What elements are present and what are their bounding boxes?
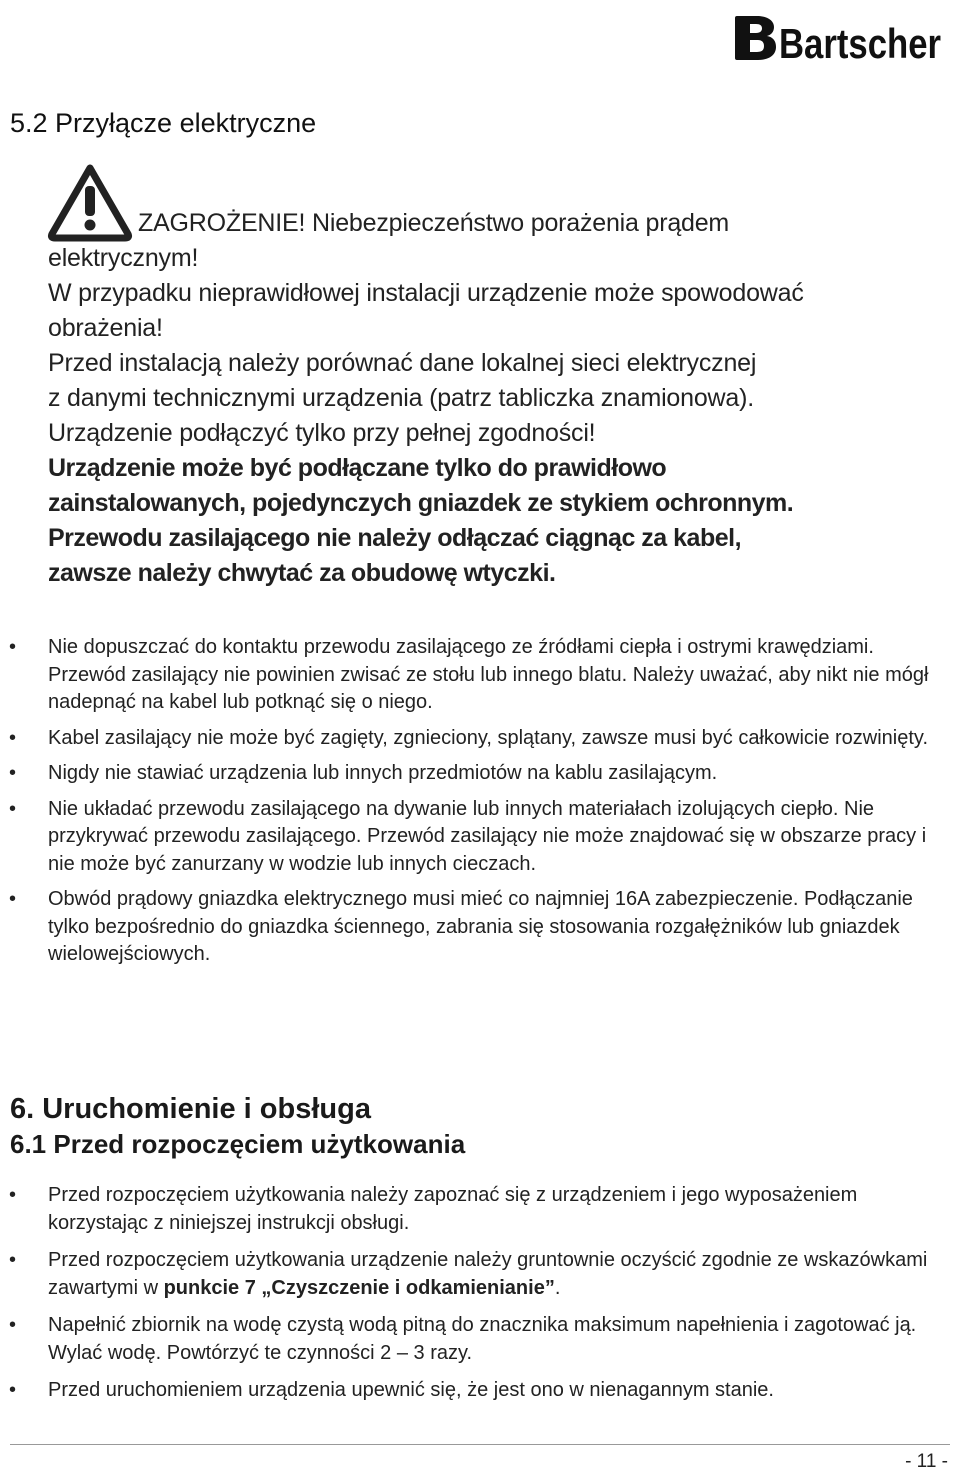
warning-line: zawsze należy chwytać za obudowę wtyczki. <box>48 559 556 587</box>
warning-line: z danymi technicznymi urządzenia (patrz tabliczka znamionowa). <box>48 384 754 412</box>
cross-reference: punkcie 7 „Czyszczenie i odkamienianie” <box>163 1276 555 1299</box>
list-item: • Przed rozpoczęciem użytkowania należy zapoznać się z urządzeniem i jego wyposażeniem korzystając z niniejszej instrukcji obsługi. <box>0 1182 960 1237</box>
list-item: • Nie dopuszczać do kontaktu przewodu zasilającego ze źródłami ciepła i ostrymi krawędziami. Przewód zasilający nie powinien zwisać ze stołu lub innego blatu. Należy uważać, aby nikt nie mógł nadepnąć na kabel lub potknąć się o niego. <box>0 634 960 717</box>
list-item: • Nie układać przewodu zasilającego na dywanie lub innych materiałach izolujących ciepło. Nie przykrywać przewodu zasilającego. Przewód zasilający nie może znajdować się w obszarze pracy i nie może być zanurzany w wodzie lub innych cieczach. <box>0 796 960 879</box>
list-item: • Przed uruchomieniem urządzenia upewnić się, że jest ono w nienagannym stanie. <box>0 1377 960 1405</box>
warning-block <box>48 160 953 591</box>
list-item: • Nigdy nie stawiać urządzenia lub innych przedmiotów na kablu zasilającym. <box>0 760 960 788</box>
section-title-5-2: 5.2 Przyłącze elektryczne <box>10 108 317 138</box>
list-item-text: . <box>554 1276 561 1299</box>
section-title-6: 6. Uruchomienie i obsługa <box>10 1093 371 1125</box>
warning-line: Urządzenie podłączyć tylko przy pełnej zgodności! <box>48 419 596 447</box>
warning-line: W przypadku nieprawidłowej instalacji urządzenie może spowodować <box>48 279 804 307</box>
warning-line: elektrycznym! <box>48 244 199 272</box>
electrical-safety-list <box>0 634 960 977</box>
svg-text:Bartscher: Bartscher <box>779 20 941 67</box>
warning-line: Urządzenie może być podłączane tylko do prawidłowo <box>48 454 667 482</box>
list-item <box>0 1247 960 1302</box>
footer-divider <box>10 1444 950 1445</box>
list-item: • Napełnić zbiornik na wodę czystą wodą pitną do znacznika maksimum napełnienia i zagotować ją. Wylać wodę. Powtórzyć te czynności 2 – 3 razy. <box>0 1312 960 1367</box>
warning-line: ZAGROŻENIE! Niebezpieczeństwo porażenia prądem <box>138 209 730 237</box>
warning-line: Przewodu zasilającego nie należy odłączać ciągnąc za kabel, <box>48 524 742 552</box>
section-title-6-1: 6.1 Przed rozpoczęciem użytkowania <box>10 1129 466 1159</box>
warning-line: obrażenia! <box>48 314 163 342</box>
bartscher-logo <box>731 10 946 70</box>
before-use-list <box>0 1182 960 1415</box>
list-item-text: Przed rozpoczęciem użytkowania urządzenie należy gruntownie oczyścić zgodnie ze wskazówkami zawartymi w <box>48 1249 928 1299</box>
list-item: • Kabel zasilający nie może być zagięty, zgnieciony, splątany, zawsze musi być całkowicie rozwinięty. <box>0 725 960 753</box>
page-number: - 11 - <box>905 1451 948 1472</box>
warning-line: zainstalowanych, pojedynczych gniazdek ze stykiem ochronnym. <box>48 489 794 517</box>
warning-line: Przed instalacją należy porównać dane lokalnej sieci elektrycznej <box>48 349 757 377</box>
list-item: • Obwód prądowy gniazdka elektrycznego musi mieć co najmniej 16A zabezpieczenie. Podłączanie tylko bezpośrednio do gniazdka ściennego, zabrania się stosowania rozgałężników lub gniazdek wielowejściowych. <box>0 886 960 969</box>
warning-triangle-icon <box>48 164 132 240</box>
